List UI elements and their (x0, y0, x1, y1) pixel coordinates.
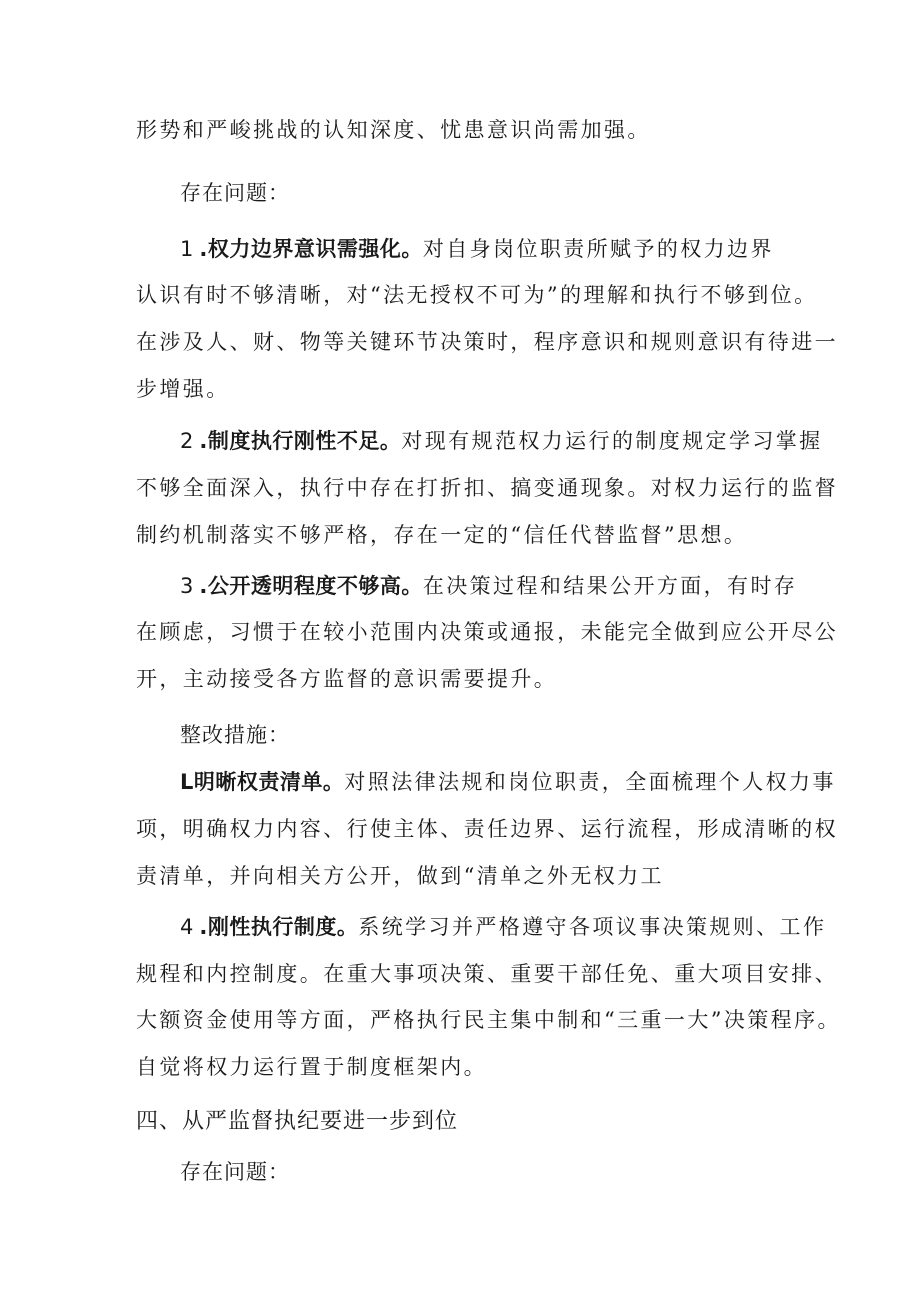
paragraph-line: 在顾虑，习惯于在较小范围内决策或通报，未能完全做到应公开尽公 (136, 620, 838, 644)
paragraph-line: 责清单，并向相关方公开，做到“清单之外无权力工 (136, 864, 664, 888)
item-3-first-line (180, 564, 797, 608)
paragraph-line: 不够全面深入，执行中存在打折扣、搞变通现象。对权力运行的监督 (136, 476, 838, 500)
measure-1-first-line (180, 760, 836, 804)
item-2-title: .制度执行刚性不足。 (199, 429, 402, 453)
paragraph-line: 开，主动接受各方监督的意识需要提升。 (136, 667, 558, 691)
measure-1-title: L明晰权责清单。 (180, 770, 345, 794)
item-1-number: 1 (180, 237, 200, 261)
paragraph-line: 项，明确权力内容、行使主体、责任边界、运行流程，形成清晰的权 (136, 817, 838, 841)
item-1-first-line (180, 227, 774, 271)
paragraph-line: 制约机制落实不够严格，存在一定的“信任代替监督”思想。 (136, 523, 748, 547)
item-1-text: 对自身岗位职责所赋予的权力边界 (422, 237, 774, 261)
section-heading-four: 四、从严监督执纪要进一步到位 (136, 1109, 459, 1134)
paragraph-line: 自觉将权力运行置于制度框架内。 (136, 1055, 487, 1079)
item-1-title: .权力边界意识需强化。 (199, 237, 423, 261)
item-2-text: 对现有规范权力运行的制度规定学习掌握 (401, 429, 823, 453)
heading-problems: 存在问题： (180, 181, 290, 205)
item-2-first-line (180, 419, 823, 463)
item-3-title: .公开透明程度不够高。 (199, 574, 423, 598)
measure-4-number: 4 (180, 915, 200, 939)
paragraph-line: 认识有时不够清晰，对“法无授权不可为”的理解和执行不够到位。 (136, 283, 818, 307)
measure-4-title: .刚性执行制度。 (199, 915, 359, 939)
item-2-number: 2 (180, 429, 200, 453)
measure-4-first-line (180, 905, 826, 949)
paragraph-line: 大额资金使用等方面，严格执行民主集中制和“三重一大”决策程序。 (136, 1008, 841, 1032)
measure-4-text: 系统学习并严格遵守各项议事决策规则、工作 (358, 915, 827, 939)
paragraph-line: 形势和严峻挑战的认知深度、忧患意识尚需加强。 (136, 118, 651, 142)
heading-problems: 存在问题： (180, 1160, 290, 1184)
paragraph-line: 在涉及人、财、物等关键环节决策时，程序意识和规则意识有待进一 (136, 330, 838, 354)
measure-1-text: 对照法律法规和岗位职责，全面梳理个人权力事 (344, 770, 836, 794)
paragraph-line: 步增强。 (136, 377, 230, 401)
item-3-text: 在决策过程和结果公开方面，有时存 (422, 574, 798, 598)
paragraph-line: 规程和内控制度。在重大事项决策、重要干部任免、重大项目安排、 (136, 962, 838, 986)
heading-measures: 整改措施： (180, 723, 290, 747)
item-3-number: 3 (180, 574, 200, 598)
